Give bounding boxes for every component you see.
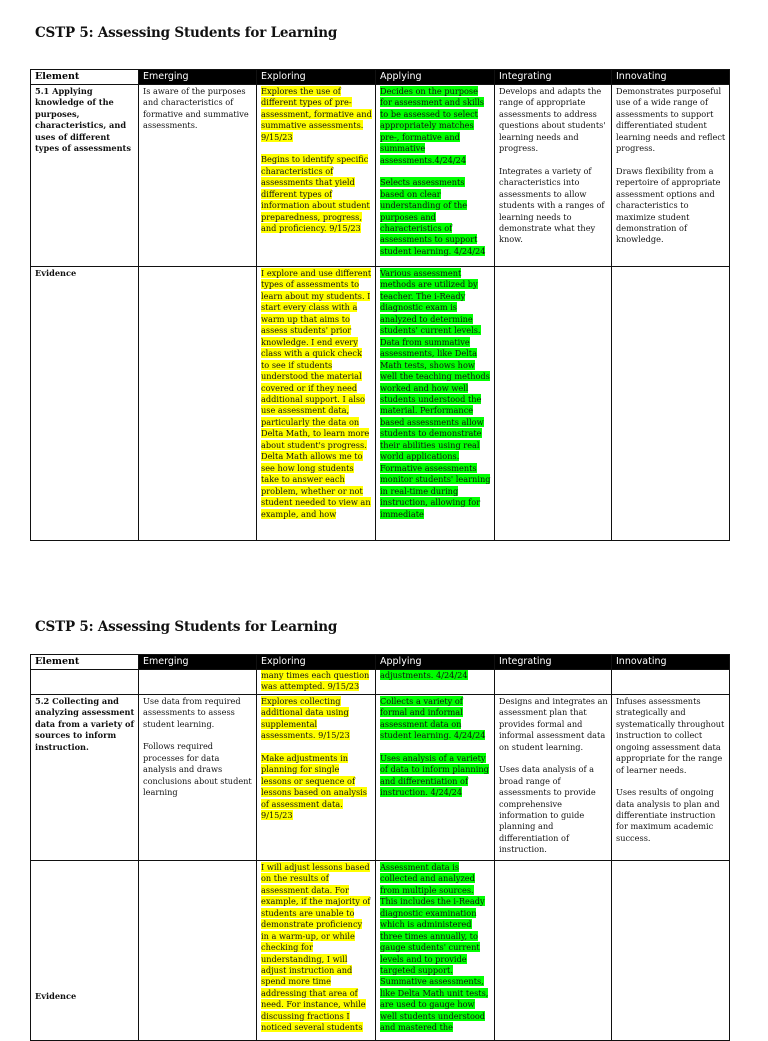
evidence-label: Evidence [31, 860, 139, 1040]
element-column-header: Element [31, 655, 139, 670]
continued-emerging-cell [139, 670, 257, 695]
evidence-row [31, 860, 730, 1040]
innovating-text: Uses results of ongoing data analysis to plan and differentiate instruction for maximum academic success. [616, 787, 720, 843]
level-header-exploring: Exploring [257, 655, 376, 670]
integrating-text: Uses data analysis of a broad range of assessments to provide comprehensive information to guide planning and differentiation of instruction. [499, 764, 596, 855]
evidence-exploring-cell [257, 860, 376, 1040]
applying-text: Selects assessments based on clear understanding of the purposes and characteristics of assessments to support student learning. 4/24/24 [380, 177, 486, 256]
evidence-exploring-cell [257, 267, 376, 541]
level-header-exploring: Exploring [257, 70, 376, 85]
element-label: 5.1 Applying knowledge of the purposes, characteristics, and uses of different types of assessments [31, 85, 139, 267]
evidence-label: Evidence [31, 267, 139, 541]
emerging-text: Is aware of the purposes and characteristics of formative and summative assessments. [143, 86, 249, 131]
applying-text: Uses analysis of a variety of data to inform planning and differentiation of instruction. 4/24/24 [380, 752, 489, 798]
innovating-text: Demonstrates purposeful use of a wide range of assessments to support differentiated student learning needs and reflect progress. [616, 86, 726, 154]
exploring-text: Explores the use of different types of pre-assessment, formative and summative assessments. 9/15/23 [261, 86, 372, 142]
exploring-cell [257, 85, 376, 267]
emerging-cell [139, 85, 257, 267]
continued-integrating-cell [495, 670, 612, 695]
applying-text: Collects a variety of formal and informal assessment data on student learning. 4/24/24 [380, 695, 486, 741]
innovating-text: Infuses assessments strategically and systematically throughout instruction to collect ongoing assessment data appropriate for the range of learner needs. [616, 695, 725, 775]
innovating-cell [612, 85, 730, 267]
exploring-cell [257, 694, 376, 860]
level-header-emerging: Emerging [139, 655, 257, 670]
innovating-text: Draws flexibility from a repertoire of appropriate assessment options and characteristics to maximize student demonstration of knowledge. [616, 165, 721, 245]
emerging-cell [139, 694, 257, 860]
applying-cell [376, 85, 495, 267]
innovating-cell [612, 694, 730, 860]
evidence-exploring-text: I explore and use different types of assessments to learn about my students. I start every class with a warm up that aims to assess students' prior knowledge. I end every class with a quick check to see if students understood the material covered or if they need additional support. I also use assessment data, particularly the data on Delta Math, to learn more about student's progress. Delta Math allows me to see how long students take to answer each problem, whether or not student needed to view an example, and how [261, 268, 372, 519]
continued-exploring-cell [257, 670, 376, 695]
emerging-text: Use data from required assessments to assess student learning. [143, 695, 241, 729]
evidence-row [31, 267, 730, 541]
integrating-text: Develops and adapts the range of appropriate assessments to address questions about students' learning needs and progress. [499, 86, 606, 154]
rubric-table [30, 69, 730, 541]
header-row [31, 655, 730, 670]
standard-row [31, 85, 730, 267]
exploring-text: Begins to identify specific characteristics of assessments that yield different types of information about student preparedness, progress, and proficiency. 9/15/23 [261, 154, 370, 233]
header-row [31, 70, 730, 85]
rubric-table [30, 654, 730, 1041]
level-header-integrating: Integrating [495, 655, 612, 670]
applying-text: Decides on the purpose for assessment and skills to be assessed to select appropriately matches pre-, formative and summative assessments.4/24/24 [380, 86, 485, 165]
evidence-innovating-cell [612, 267, 730, 541]
level-header-emerging: Emerging [139, 70, 257, 85]
continued-applying-text: adjustments. 4/24/24 [380, 670, 468, 680]
evidence-innovating-cell [612, 860, 730, 1040]
evidence-emerging-cell [139, 860, 257, 1040]
continued-row [31, 670, 730, 695]
exploring-text: Make adjustments in planning for single lessons or sequence of lessons based on analysis of assessment data. 9/15/23 [261, 752, 367, 820]
evidence-applying-cell [376, 267, 495, 541]
emerging-text: Follows required processes for data analysis and draws conclusions about student learning [143, 741, 252, 798]
evidence-emerging-cell [139, 267, 257, 541]
element-column-header: Element [31, 70, 139, 85]
standard-row [31, 694, 730, 860]
integrating-text: Integrates a variety of characteristics into assessments to allow students with a ranges of learning needs to demonstrate what they know. [499, 165, 605, 245]
continued-innovating-cell [612, 670, 730, 695]
continued-element-cell [31, 670, 139, 695]
evidence-applying-text: Assessment data is collected and analyzed from multiple sources. This includes the i-Ready diagnostic examination which is administered three times annually, to gauge students' current levels and to provide targeted support. Summative assessments, like Delta Math unit tests, are used to gauge how well students understood and mastered the [380, 861, 489, 1033]
evidence-applying-cell [376, 860, 495, 1040]
integrating-text: Designs and integrates an assessment plan that provides formal and informal assessment data on student learning. [499, 695, 608, 752]
evidence-applying-text: Various assessment methods are utilized by teacher. The i-Ready diagnostic exam is analyzed to determine students' current levels. Data from summative assessments, like Delta Math tests, shows how well the teaching methods worked and how well students understood the material. Performance based assessments allow students to demonstrate their abilities using real world applications. Formative assessments monitor students' learning in real-time during instruction, allowing for immediate [380, 268, 491, 519]
page-title: CSTP 5: Assessing Students for Learning [35, 25, 338, 41]
level-header-innovating: Innovating [612, 655, 730, 670]
exploring-text: Explores collecting additional data using supplemental assessments. 9/15/23 [261, 695, 350, 741]
level-header-innovating: Innovating [612, 70, 730, 85]
level-header-applying: Applying [376, 70, 495, 85]
continued-applying-cell [376, 670, 495, 695]
continued-exploring-text: many times each question was attempted. 9/15/23 [261, 670, 370, 692]
integrating-cell [495, 85, 612, 267]
page-title: CSTP 5: Assessing Students for Learning [35, 619, 338, 635]
evidence-integrating-cell [495, 267, 612, 541]
level-header-applying: Applying [376, 655, 495, 670]
element-label: 5.2 Collecting and analyzing assessment data from a variety of sources to inform instruction. [31, 694, 139, 860]
level-header-integrating: Integrating [495, 70, 612, 85]
applying-cell [376, 694, 495, 860]
evidence-integrating-cell [495, 860, 612, 1040]
integrating-cell [495, 694, 612, 860]
evidence-exploring-text: I will adjust lessons based on the results of assessment data. For example, if the majority of students are unable to demonstrate proficiency in a warm-up, or while checking for understanding, I will adjust instruction and spend more time addressing that area of need. For instance, while discussing fractions I noticed several students [261, 861, 371, 1033]
